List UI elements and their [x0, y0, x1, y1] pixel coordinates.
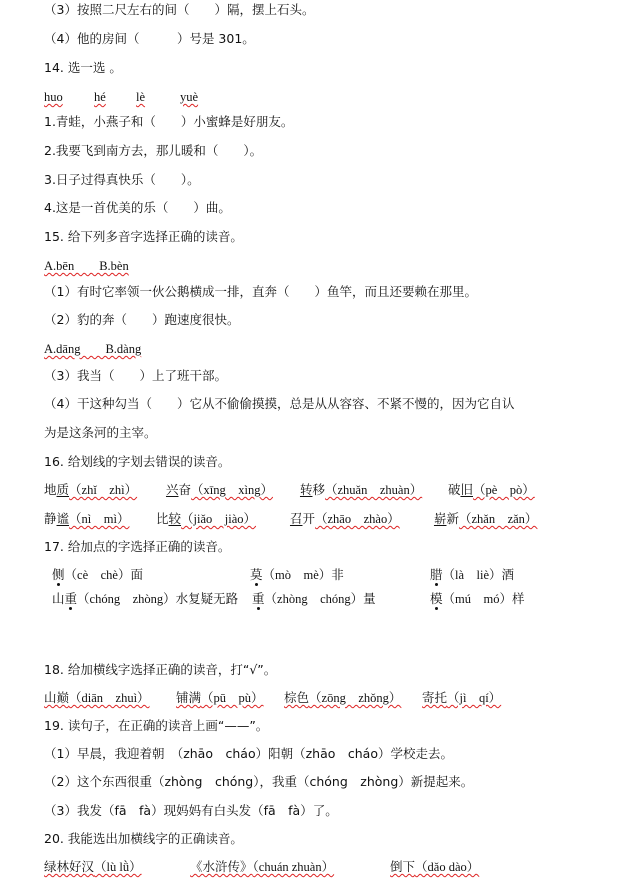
q20-item: 倒下（dǎo dào）: [390, 859, 480, 874]
q20-item: 绿林好汉（lù lǜ）: [44, 859, 142, 874]
q16-item: 静谧（nì mì）: [44, 511, 130, 526]
q18-item: 棕色（zōng zhǒng）: [284, 690, 402, 705]
q15-sentence-1: （1）有时它率领一伙公鹅横成一排，直奔（ ）鱼竿，而且还要赖在那里。: [44, 284, 477, 299]
q15-options-dang: A.dāng B.dàng: [44, 342, 142, 356]
q15-sentence-4a: （4）干这种勾当（ ）它从不偷偷摸摸，总是从从容容、不紧不慢的，因为它自认: [44, 396, 515, 411]
q18-title: 18. 给加横线字选择正确的读音，打“√”。: [44, 662, 277, 677]
q18-item: 寄托（jì qí）: [422, 690, 502, 705]
q14-option: lè: [136, 90, 146, 104]
q17-title: 17. 给加点的字选择正确的读音。: [44, 539, 231, 554]
q16-row-1: [44, 482, 535, 498]
q16-item: 转移（zhuǎn zhuàn）: [299, 482, 423, 497]
q18-item: 山巅（diān zhuì）: [44, 690, 150, 705]
q16-item: 破旧（pè pò）: [447, 482, 535, 497]
q14-option: hé: [94, 90, 106, 104]
q20-title: 20. 我能选出加横线字的正确读音。: [44, 831, 243, 846]
q17-item: 莫（mò mè）非: [250, 567, 344, 582]
q16-item: 比较（jiǎo jiào）: [155, 511, 257, 526]
q14-title: 14. 选一选 。: [44, 60, 122, 75]
q19-sentence-2: （2）这个东西很重（zhòng chóng），我重（chóng zhòng）新提起来。: [44, 774, 474, 789]
q17-item: 重（zhòng chóng）量: [252, 591, 376, 606]
q20-item: 《水浒传》（chuán zhuàn）: [190, 859, 335, 874]
q17-item: 模（mú mó）样: [430, 591, 525, 606]
q17-item: 侧（cè chè）面: [52, 567, 143, 582]
q14-options: [44, 89, 198, 105]
q19-sentence-3: （3）我发（fā fà）现妈妈有白头发（fā fà）了。: [44, 803, 338, 818]
q14-sentence-2: 2.我要飞到南方去，那儿暖和（ ）。: [44, 143, 263, 158]
q15-title: 15. 给下列多音字选择正确的读音。: [44, 229, 243, 244]
q16-item: 地质（zhǐ zhì）: [44, 482, 138, 497]
q14-option: yuè: [180, 90, 199, 104]
q15-options-ben: A.bēn B.bèn: [44, 259, 129, 273]
q16-item: 崭新（zhǎn zǎn）: [433, 511, 538, 526]
q16-item: 召开（zhāo zhào）: [289, 511, 400, 526]
q16-title: 16. 给划线的字划去错误的读音。: [44, 454, 231, 469]
q14-sentence-1: 1.青蛙，小燕子和（ ）小蜜蜂是好朋友。: [44, 114, 294, 129]
q19-sentence-1: （1）早晨，我迎着朝 （zhāo cháo）阳朝（zhāo cháo）学校走去。: [44, 746, 453, 761]
q16-row-2: [44, 511, 537, 527]
q17-item: 山重（chóng zhòng）水复疑无路: [52, 591, 239, 606]
q17-item: 腊（là liè）酒: [430, 567, 515, 582]
q13-item-4: （4）他的房间（ ）号是 301。: [44, 31, 255, 46]
q15-sentence-3: （3）我当（ ）上了班干部。: [44, 368, 227, 383]
q15-sentence-2: （2）豹的奔（ ）跑速度很快。: [44, 312, 240, 327]
q14-sentence-3: 3.日子过得真快乐（ ）。: [44, 172, 200, 187]
q14-option: huo: [44, 90, 63, 104]
q16-item: 兴奋（xīng xìng）: [165, 482, 273, 497]
q15-sentence-4b: 为是这条河的主宰。: [44, 425, 157, 440]
q13-item-3: （3）按照二尺左右的间（ ）隔，摆上石头。: [44, 2, 315, 17]
q18-item: 铺满（pū pù）: [176, 690, 264, 705]
q14-sentence-4: 4.这是一首优美的乐（ ）曲。: [44, 200, 231, 215]
q19-title: 19. 读句子，在正确的读音上画“——”。: [44, 718, 269, 733]
